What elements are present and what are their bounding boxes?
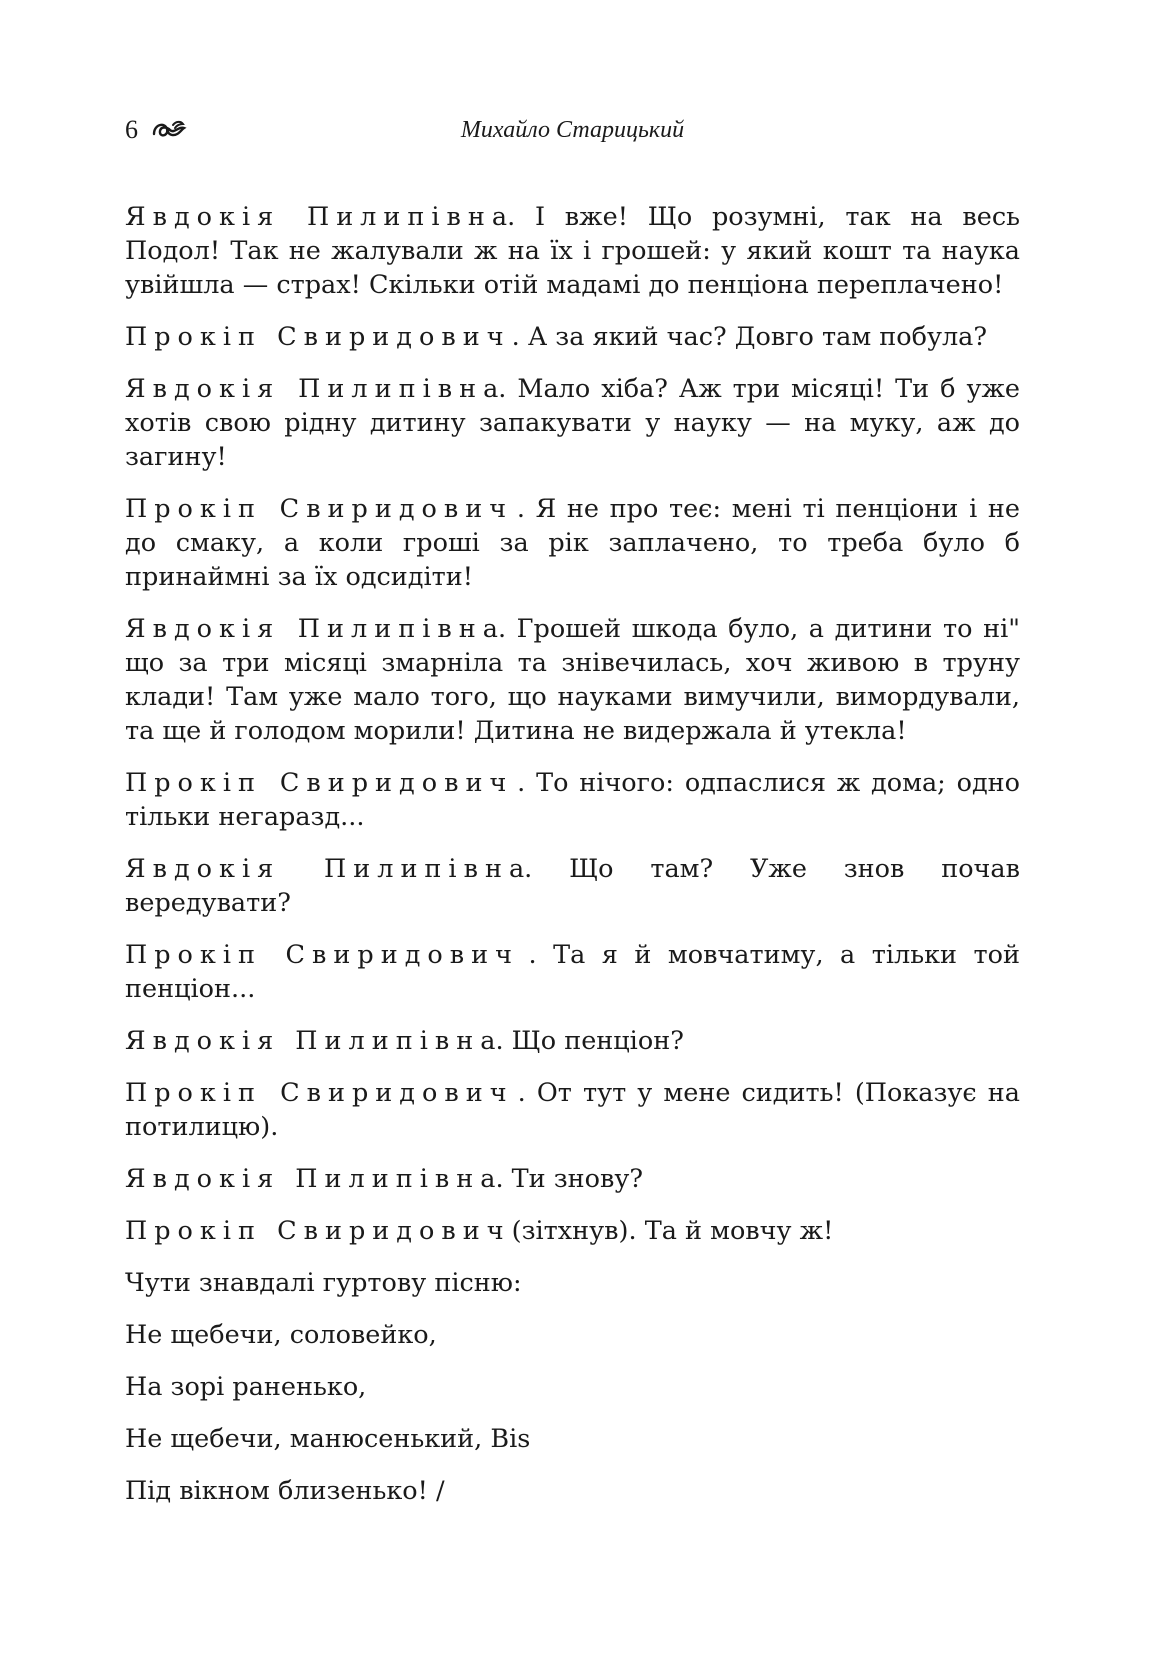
speaker-name-end: а: [482, 614, 498, 644]
song-line: Не щебечи, соловейко,: [125, 1320, 437, 1350]
page-body: [125, 200, 1020, 1526]
page-header: [125, 112, 1020, 152]
speaker-name: Прокіп Свиридови: [125, 494, 490, 524]
stage-direction: (зітхнув): [503, 1216, 629, 1246]
speaker-name: Прокіп Свиридови: [125, 1216, 487, 1246]
speaker-name-end: ч: [486, 322, 504, 352]
dialogue-paragraph: [125, 766, 1020, 834]
speaker-name-end: ч: [489, 494, 507, 524]
speaker-name-end: а: [491, 202, 508, 232]
dialogue-paragraph: [125, 1076, 1020, 1144]
speaker-name: Прокіп Свиридови: [125, 768, 490, 798]
speaker-name-end: ч: [489, 1078, 507, 1108]
dialogue-paragraph: [125, 1162, 1020, 1196]
dialogue-text: . І вже! Що розумні, так на весь Подол! Так не жалували ж на їх і грошей: у який кошт та наука увійшла — страх! Скільки отій мадамі до пенціона переплачено!: [125, 202, 1020, 300]
speaker-name: Прокіп Свиридови: [125, 1078, 490, 1108]
dialogue-paragraph: [125, 1024, 1020, 1058]
song-line: На зорі раненько,: [125, 1372, 367, 1402]
dialogue-text: . Ти знову?: [495, 1164, 644, 1194]
dialogue-text: . Мало хіба? Аж три місяці! Ти б уже хотів свою рідну дитину запакувати у науку — на муку, аж до загину!: [125, 374, 1021, 472]
dialogue-text: . А за який час? Довго там побула?: [503, 322, 988, 352]
speaker-name: Явдокія Пилипівн: [125, 1164, 481, 1194]
speaker-name: Явдокія Пилипівн: [125, 614, 483, 644]
speaker-name: Прокіп Свиридови: [125, 322, 487, 352]
speaker-name-end: а: [483, 374, 499, 404]
dialogue-text: . Та я й мовчатиму, а тільки той пенціон...: [125, 940, 1020, 1004]
dialogue-paragraph: [125, 372, 1020, 474]
running-title: Михайло Старицький: [460, 117, 685, 143]
dialogue-paragraph: [125, 320, 1020, 354]
dialogue-text: . Та й мовчу ж!: [628, 1216, 834, 1246]
page-number: 6: [125, 115, 138, 144]
dialogue-paragraph: [125, 492, 1020, 594]
narration-line: Чути знавдалі гуртову пісню:: [125, 1268, 522, 1298]
speaker-name-end: а: [480, 1164, 496, 1194]
song-line: Під вікном близенько! /: [125, 1476, 445, 1506]
song-line: Не щебечи, манюсенький, Bis: [125, 1424, 531, 1454]
speaker-name-end: ч: [495, 940, 512, 970]
dialogue-text: . Грошей шкода було, а дитини то ні" що за три місяці змарніла та знівечилась, хоч живою в труну клади! Там уже мало того, що науками вимучили, вимордували, та ще й голодом морили! Дитина не видержала й утекла!: [125, 614, 1020, 746]
dialogue-text: . Що там? Уже знов почав вередувати?: [125, 854, 1020, 918]
speaker-name-end: ч: [486, 1216, 504, 1246]
speaker-name-end: а: [508, 854, 525, 884]
dialogue-paragraph: [125, 1214, 1020, 1248]
speaker-name: Явдокія Пилипівн: [125, 1026, 481, 1056]
dialogue-paragraph: [125, 852, 1020, 920]
dialogue-paragraph: [125, 938, 1020, 1006]
speaker-name: Прокіп Свиридови: [125, 940, 496, 970]
speaker-name: Явдокія Пилипівн: [125, 374, 484, 404]
dialogue-paragraph: [125, 612, 1020, 748]
dialogue-paragraph: [125, 200, 1020, 302]
dialogue-text: . Що пенціон?: [495, 1026, 684, 1056]
dialogue-text: . Я не про теє: мені ті пенціони і не до смаку, а коли гроші за рік заплачено, то треба було б принаймні за їх одсидіти!: [125, 494, 1020, 592]
speaker-name-end: ч: [489, 768, 507, 798]
speaker-name-end: а: [480, 1026, 496, 1056]
dialogue-text: . От тут у мене сидить! (Показує на потилицю).: [125, 1078, 1021, 1142]
speaker-name: Явдокія Пилипівн: [125, 202, 492, 232]
dialogue-text: . То нічого: одпаслися ж дома; одно тільки негаразд...: [125, 768, 1020, 832]
speaker-name: Явдокія Пилипівн: [125, 854, 509, 884]
